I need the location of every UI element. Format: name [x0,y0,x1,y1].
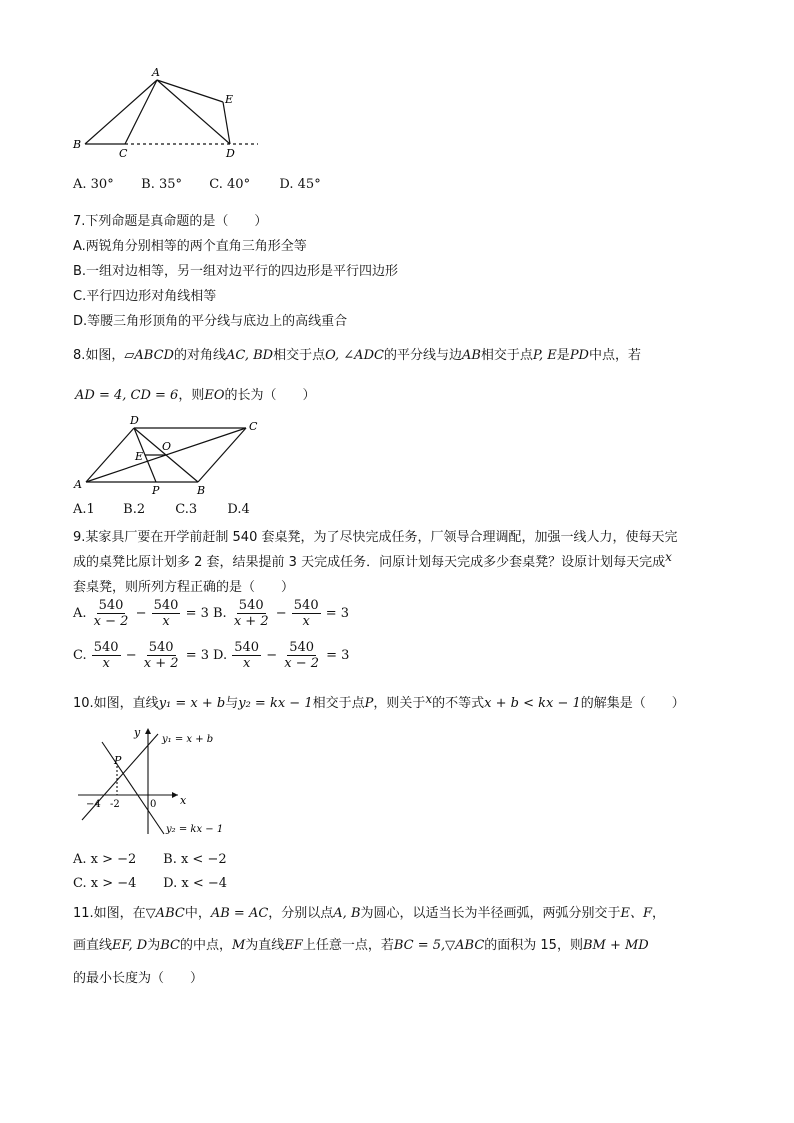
q7-option-a: A.两锐角分别相等的两个直角三角形全等 [73,239,307,254]
graph-p-label: P [114,754,122,767]
q10-options-row1 [73,852,227,867]
q8-side: AB [461,348,481,363]
fig8-label-a: A [74,478,82,491]
q9-fraction [92,640,121,671]
q11-text: ，分别以点 [268,906,334,921]
q8-text: ，则 [178,388,205,403]
q9-fraction [232,598,271,629]
q8-stem-line2 [75,384,316,403]
q7-option-c: C.平行四边形对角线相等 [73,289,217,304]
q10-p: P [364,696,374,711]
q8-text: 是 [556,348,570,363]
frac-num: 540 [93,640,119,655]
fig8-label-o: O [162,440,172,453]
q9-option-d [213,640,349,671]
q11-triangle: ▽ABC [145,906,185,921]
equals-rhs: = 3 [185,648,209,663]
q11-text: 中， [184,906,211,921]
q11-equal-sides: AB = AC [210,906,269,921]
fig8-label-d: D [130,414,139,427]
graph-x-label: x [180,794,187,807]
q10-graph [72,722,232,840]
line-y2 [102,742,164,834]
q9-fraction [142,640,181,671]
q11-line-point: EF, D [112,938,148,953]
q11-line2 [73,934,649,953]
q8-text: 中点，若 [588,348,641,363]
minus-sign: − [125,648,137,663]
q6-options [73,177,321,192]
q10-text: 与 [225,696,239,711]
q11-text: 的面积为 15，则 [484,938,583,953]
frac-den: x [302,614,310,629]
frac-num: 540 [289,640,315,655]
frac-den: x + 2 [143,656,179,671]
q8-point-angle: O, ∠ADC [325,348,384,363]
q11-given: BC = 5,▽ABC [393,938,485,953]
q9-var: x [665,550,672,564]
q9-option-letter: B. [213,606,227,621]
q11-text: 画直线 [73,938,113,953]
q9-fraction [92,598,131,629]
q11-text: 的中点， [179,938,232,953]
q10-y2: y₂ = kx − 1 [238,696,313,711]
q10-option-a: A. x > −2 [73,852,137,867]
frac-num: 540 [98,598,124,613]
q11-ef-line: EF [284,938,303,953]
fig6-label-c: C [119,147,128,160]
fig8-label-b: B [197,484,206,497]
q11-bc: BC [160,938,180,953]
q8-options [73,502,250,517]
minus-sign: − [275,606,287,621]
q10-option-b: B. x < −2 [163,852,227,867]
q10-inequality: x + b < kx − 1 [484,696,581,711]
q8-points: P, E [532,348,557,363]
q10-text: ，则关于 [373,696,426,711]
q9-line1: 9.某家具厂要在开学前赶制 540 套桌凳，为了尽快完成任务，厂领导合理调配，加强一线人力，使每天完 [73,530,678,545]
q8-option-b: B.2 [123,502,146,517]
q11-text: 上任意一点，若 [302,938,394,953]
x-arrow [172,792,178,798]
q8-diagonals: AC, BD [225,348,274,363]
graph-y-label: y [134,726,141,739]
q10-options-row2 [73,876,227,891]
q8-text: 相交于点 [480,348,533,363]
q10-x: x [425,692,433,706]
minus-sign: − [266,648,278,663]
fig8-label-e: E [135,450,144,463]
q7-option-d: D.等腰三角形顶角的平分线与底边上的高线重合 [73,314,348,329]
fig8-label-p: P [152,484,160,497]
q11-text: 为 [147,938,161,953]
fig8-label-c: C [249,420,258,433]
frac-den: x [102,656,110,671]
q6-option-d: D. 45° [279,177,321,192]
q9-fraction [152,598,181,629]
q11-m: M [231,938,246,953]
q9-option-c [73,640,209,671]
equals-rhs: = 3 [185,606,209,621]
q8-text: 的长为（ ） [224,388,316,403]
q9-option-b [213,598,349,629]
graph-origin: 0 [150,799,157,810]
q9-text: 成的桌凳比原计划多 2 套，结果提前 3 天完成任务．问原计划每天完成多少套桌凳？设原计划每天完成 [73,555,666,570]
q10-text: 的不等式 [432,696,485,711]
frac-den: x − 2 [93,614,129,629]
fig6-label-b: B [73,138,82,151]
q10-text: 相交于点 [312,696,365,711]
q11-text: 为直线 [245,938,285,953]
q8-parallelogram: ▱ABCD [124,348,174,363]
q9-option-a [73,598,209,629]
y-arrow [145,728,151,734]
q10-stem [73,692,685,711]
q8-option-c: C.3 [175,502,198,517]
frac-num: 540 [148,640,174,655]
q9-fraction [292,598,321,629]
frac-num: 540 [293,598,319,613]
frac-den: x [162,614,170,629]
q9-option-letter: D. [213,648,228,663]
frac-num: 540 [238,598,264,613]
equals-rhs: = 3 [326,648,350,663]
q9-option-letter: A. [73,606,87,621]
q9-line2 [73,551,672,570]
q8-segment: PD [569,348,589,363]
minus-sign: − [135,606,147,621]
equals-rhs: = 3 [325,606,350,621]
q11-text: ， [652,906,666,921]
q11-line3: 的最小长度为（ ） [73,971,204,986]
frac-den: x − 2 [284,656,320,671]
q11-points: A, B [333,906,361,921]
q8-text: 的平分线与边 [383,348,462,363]
q8-given: AD = 4, CD = 6 [75,388,179,403]
q8-eo: EO [204,388,225,403]
q7-stem: 7.下列命题是真命题的是（ ） [73,214,268,229]
q10-y1: y₁ = x + b [158,696,226,711]
q9-line3: 套桌凳，则所列方程正确的是（ ） [73,580,295,595]
q7-option-b: B.一组对边相等，另一组对边平行的四边形是平行四边形 [73,264,399,279]
graph-line2-label: y₂ = kx − 1 [166,824,224,835]
q8-text: 相交于点 [273,348,326,363]
q8-figure [70,412,270,498]
fig6-label-d: D [226,147,235,160]
graph-tick-neg4: −4 [86,799,101,810]
q8-option-d: D.4 [227,502,250,517]
q11-bm-md: BM + MD [582,938,649,953]
q11-ef: E、F [620,906,653,921]
q6-option-c: C. 40° [209,177,251,192]
q10-text: 10.如图，直线 [73,696,159,711]
q10-option-c: C. x > −4 [73,876,137,891]
q9-fraction [282,640,321,671]
q6-option-b: B. 35° [141,177,183,192]
fig6-label-a: A [152,66,160,79]
graph-line1-label: y₁ = x + b [162,734,214,745]
frac-den: x [242,656,251,671]
frac-den: x + 2 [233,614,269,629]
q8-option-a: A.1 [73,502,95,517]
q8-stem-line1 [73,344,641,363]
q11-text: 为圆心，以适当长为半径画弧，两弧分别交于 [360,906,621,921]
q8-text: 8.如图， [73,348,125,363]
frac-num: 540 [153,598,179,613]
q11-line1 [73,902,665,921]
frac-num: 540 [234,640,260,655]
q10-option-d: D. x < −4 [163,876,228,891]
q11-text: 11.如图，在 [73,906,146,921]
fig6-label-e: E [225,93,234,106]
q10-text: 的解集是（ ） [580,696,685,711]
q9-fraction [232,640,261,671]
q6-figure [70,62,270,162]
graph-tick-neg2: -2 [110,799,120,810]
q6-option-a: A. 30° [73,177,114,192]
q8-text: 的对角线 [173,348,226,363]
q9-option-letter: C. [73,648,87,663]
